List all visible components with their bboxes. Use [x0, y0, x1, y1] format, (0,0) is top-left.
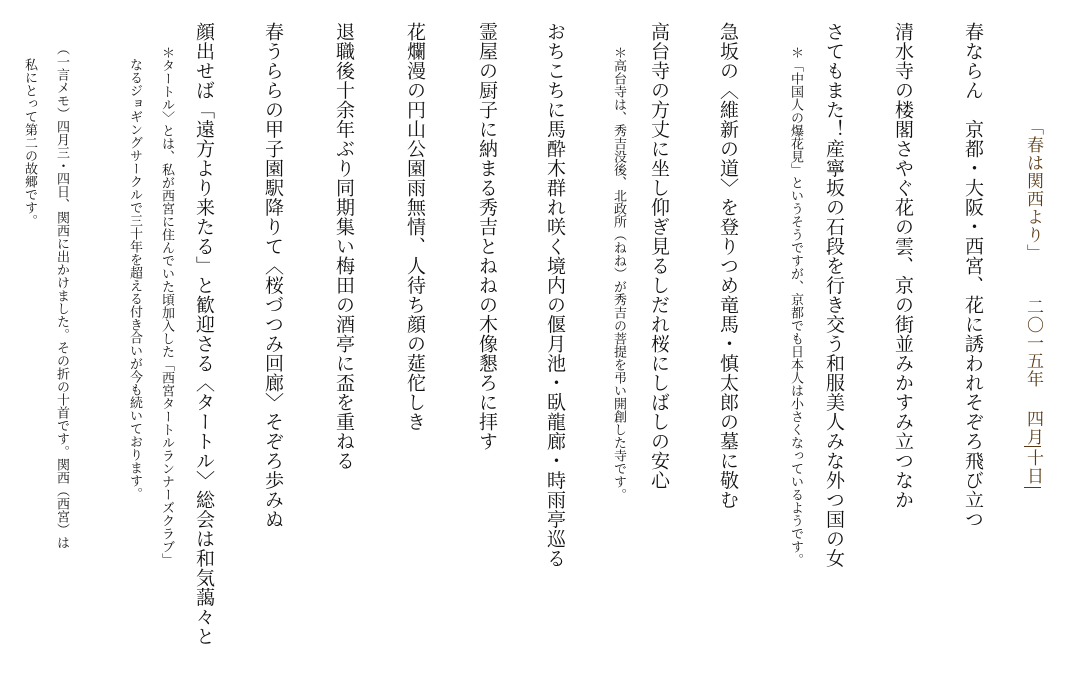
poem-note-3-line-1: ＊タートル〉とは、私が西宮に住んでいた頃加入した「西宮タートルランナーズクラブ」 [159, 46, 174, 566]
poem-note-2: ＊高台寺は、秀吉没後、北政所（ねね）が秀吉の菩提を弔い開創した寺です。 [611, 46, 626, 501]
poem-line-7: 霊屋の厨子に納まる秀吉とねねの木像懇ろに拝す [476, 22, 498, 451]
memo-line-1: （一言メモ）四月三・四日、関西に出かけました。その折の十首です。関西（西宮）は [54, 42, 69, 549]
date-month: 四月 [1023, 410, 1043, 446]
poem-line-4: 急坂の〈維新の道〉を登りつめ竜馬・慎太郎の墓に敬む [717, 22, 739, 510]
poem-line-11: 顔出せば「遠方より来たる」と歓迎さる〈タートル〉総会は和気藹々と [193, 22, 215, 646]
memo-line-2: 私にとって第二の故郷です。 [22, 58, 37, 227]
poem-line-3: さてもまた！産寧坂の石段を行き交う和服美人みな外つ国の女 [823, 22, 845, 568]
poem-note-1: ＊「中国人の爆花見」というそうですが、京都でも日本人は小さくなっているようです。 [788, 46, 803, 566]
poem-line-5: 高台寺の方丈に坐し仰ぎ見るしだれ桜にしばしの安心 [648, 22, 670, 490]
poem-line-8: 花爛漫の円山公園雨無情、人待ち顔の莚佗しき [404, 22, 426, 432]
poem-line-6: おちこちに馬酔木群れ咲く境内の偃月池・臥龍廊・時雨亭巡る [544, 22, 566, 568]
poem-line-9: 退職後十余年ぶり同期集い梅田の酒亭に盃を重ねる [333, 22, 355, 471]
poem-line-1: 春ならん 京都・大阪・西宮、花に誘われそぞろ飛び立つ [962, 22, 984, 529]
poem-header [1024, 118, 1041, 488]
poem-note-3-line-2: なるジョギングサークルで三十年を超える付き合いが今も続いております。 [127, 58, 142, 500]
date-year: 二〇一五年 [1023, 298, 1043, 388]
date-day: 十日 [1024, 446, 1041, 488]
poem-line-2: 清水寺の楼閣さやぐ花の雲、京の街並みかすみ立つなか [892, 22, 914, 510]
poem-line-10: 春うららの甲子園駅降りて〈桜づつみ回廊〉そぞろ歩みぬ [262, 22, 284, 529]
page-title: 「春は関西より」 [1023, 118, 1043, 262]
